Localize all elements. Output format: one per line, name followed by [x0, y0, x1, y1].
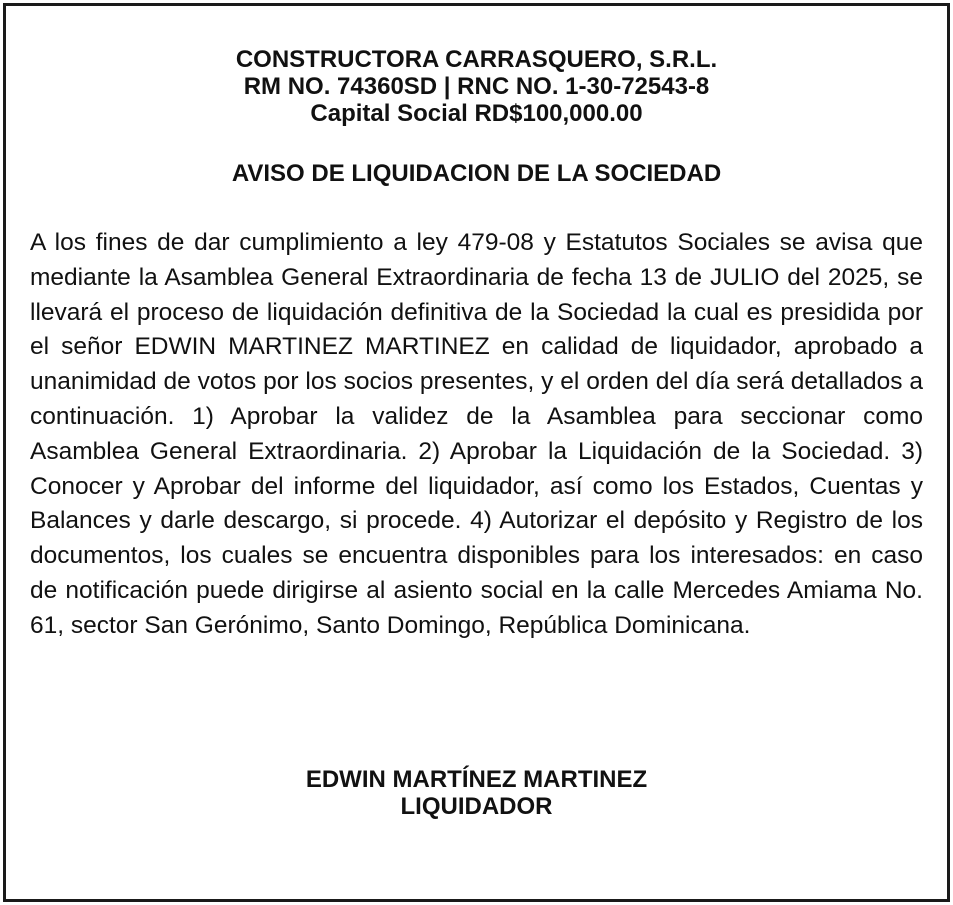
notice-body: A los fines de dar cumplimiento a ley 479-08 y Estatutos Sociales se avisa que mediante la Asamblea General Extraordinaria de fecha 13 de JULIO del 2025, se llevará el proceso de liquidación definitiva de la Sociedad la cual es presidida por el señor EDWIN MARTINEZ MARTINEZ en calidad de liquidador, aprobado a unanimidad de votos por los socios presentes, y el orden del día será detallados a continuación. 1) Aprobar la validez de la Asamblea para seccionar como Asamblea General Extraordinaria. 2) Aprobar la Liquidación de la Sociedad. 3) Conocer y Aprobar del informe del liquidador, así como los Estados, Cuentas y Balances y darle descargo, si procede. 4) Autorizar el depósito y Registro de los documentos, los cuales se encuentra disponibles para los interesados: en caso de notificación puede dirigirse al asiento social en la calle Mercedes Amiama No. 61, sector San Gerónimo, Santo Domingo, República Dominicana.	[30, 229, 923, 639]
signature-block	[6, 766, 947, 820]
liquidation-notice	[3, 3, 950, 902]
signatory-role: LIQUIDADOR	[400, 793, 553, 820]
company-registry: RM NO. 74360SD | RNC NO. 1-30-72543-8	[243, 73, 710, 100]
signatory-name: EDWIN MARTÍNEZ MARTINEZ	[305, 766, 648, 793]
company-name: CONSTRUCTORA CARRASQUERO, S.R.L.	[235, 46, 718, 73]
notice-title: AVISO DE LIQUIDACION DE LA SOCIEDAD	[231, 160, 722, 187]
company-capital: Capital Social RD$100,000.00	[310, 100, 643, 127]
company-header	[6, 46, 947, 127]
